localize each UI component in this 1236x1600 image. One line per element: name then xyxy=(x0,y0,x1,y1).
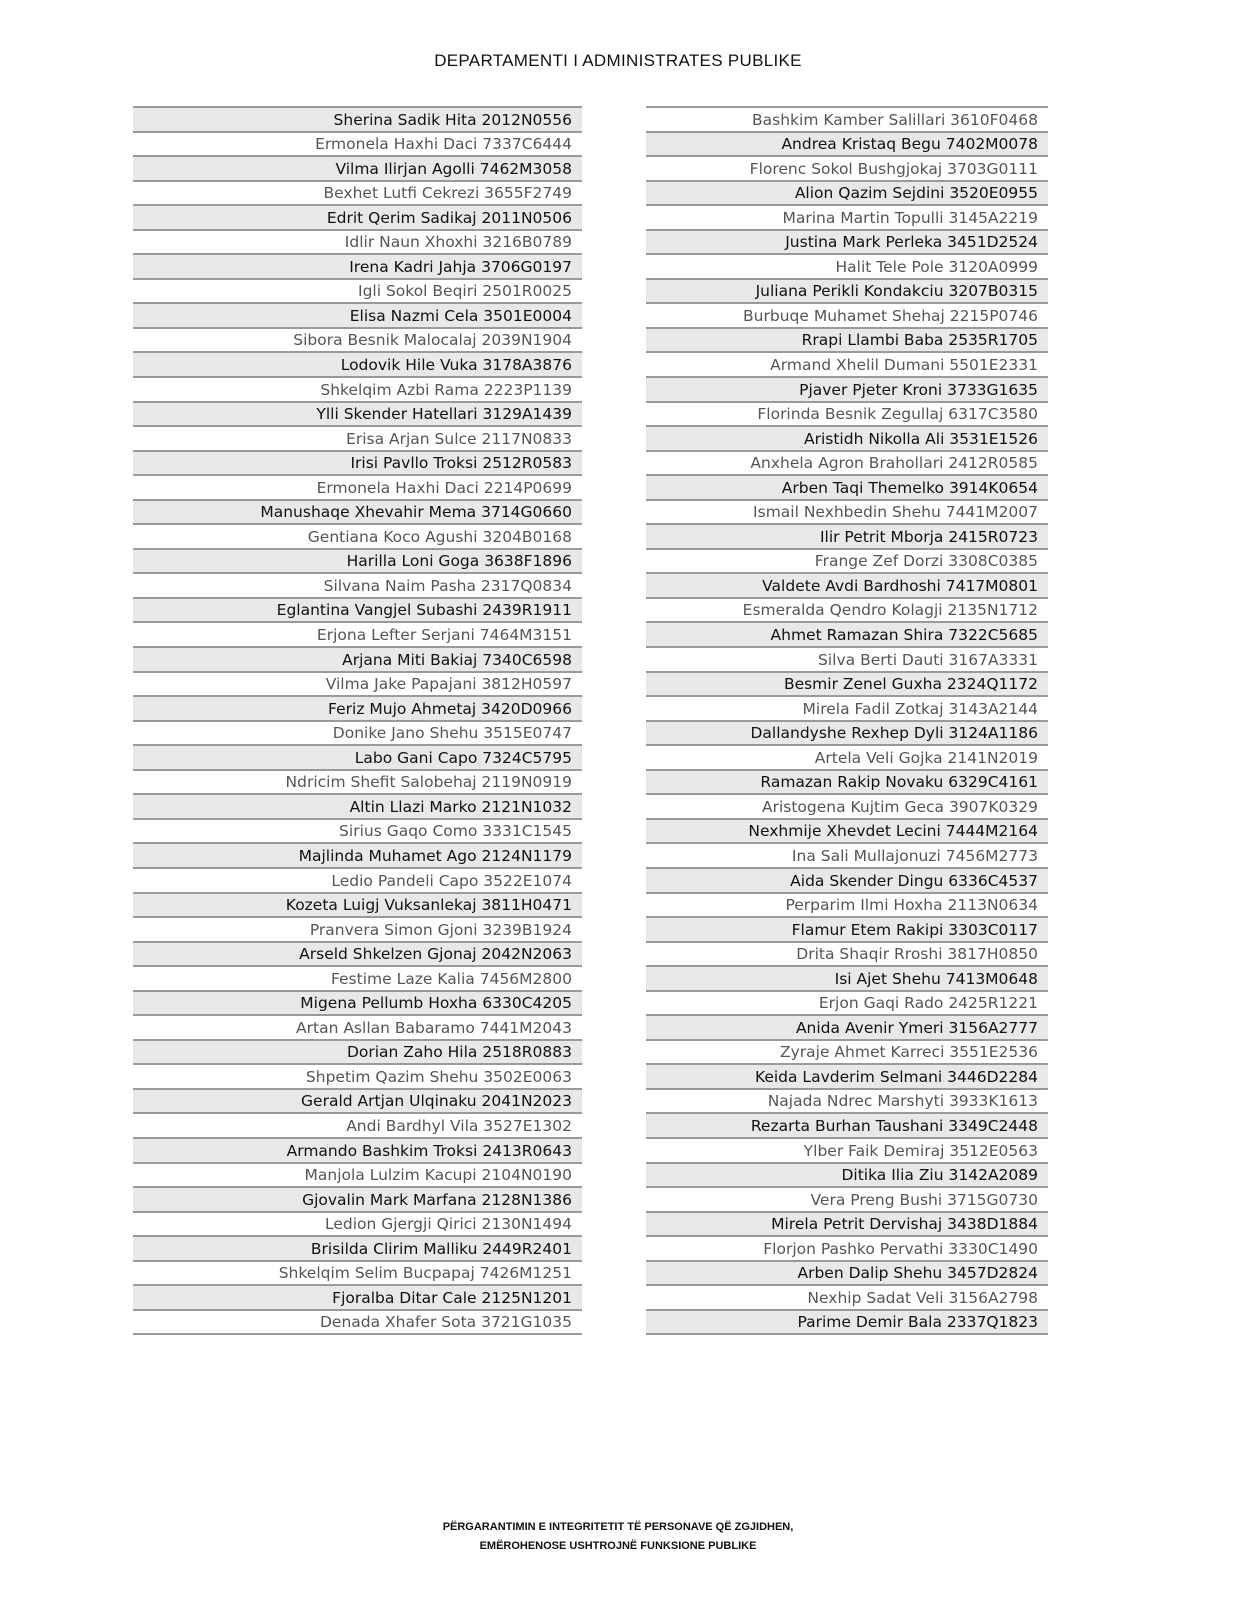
list-item: Igli Sokol Beqiri 2501R0025 xyxy=(133,280,582,305)
list-item: Parime Demir Bala 2337Q1823 xyxy=(646,1311,1048,1336)
list-item: Eglantina Vangjel Subashi 2439R1911 xyxy=(133,599,582,624)
list-item: Kozeta Luigj Vuksanlekaj 3811H0471 xyxy=(133,894,582,919)
list-item: Arben Dalip Shehu 3457D2824 xyxy=(646,1262,1048,1287)
list-item: Rrapi Llambi Baba 2535R1705 xyxy=(646,329,1048,354)
list-item: Silva Berti Dauti 3167A3331 xyxy=(646,648,1048,673)
footer-line-2: EMËROHENOSE USHTROJNË FUNKSIONE PUBLIKE xyxy=(479,1540,757,1552)
list-item: Keida Lavderim Selmani 3446D2284 xyxy=(646,1065,1048,1090)
list-item: Erisa Arjan Sulce 2117N0833 xyxy=(133,427,582,452)
list-item: Vilma Ilirjan Agolli 7462M3058 xyxy=(133,157,582,182)
list-item: Ina Sali Mullajonuzi 7456M2773 xyxy=(646,844,1048,869)
list-item: Florinda Besnik Zegullaj 6317C3580 xyxy=(646,403,1048,428)
list-item: Justina Mark Perleka 3451D2524 xyxy=(646,231,1048,256)
list-item: Shpetim Qazim Shehu 3502E0063 xyxy=(133,1065,582,1090)
list-item: Harilla Loni Goga 3638F1896 xyxy=(133,550,582,575)
list-item: Alion Qazim Sejdini 3520E0955 xyxy=(646,182,1048,207)
list-item: Frange Zef Dorzi 3308C0385 xyxy=(646,550,1048,575)
list-item: Burbuqe Muhamet Shehaj 2215P0746 xyxy=(646,304,1048,329)
list-item: Donike Jano Shehu 3515E0747 xyxy=(133,722,582,747)
list-item: Altin Llazi Marko 2121N1032 xyxy=(133,795,582,820)
list-item: Silvana Naim Pasha 2317Q0834 xyxy=(133,574,582,599)
left-name-list xyxy=(133,106,582,1335)
list-item: Feriz Mujo Ahmetaj 3420D0966 xyxy=(133,697,582,722)
list-item: Fjoralba Ditar Cale 2125N1201 xyxy=(133,1286,582,1311)
list-item: Ylli Skender Hatellari 3129A1439 xyxy=(133,403,582,428)
list-item: Manushaqe Xhevahir Mema 3714G0660 xyxy=(133,501,582,526)
list-item: Ditika Ilia Ziu 3142A2089 xyxy=(646,1164,1048,1189)
right-name-list xyxy=(646,106,1048,1335)
list-item: Aristidh Nikolla Ali 3531E1526 xyxy=(646,427,1048,452)
list-item: Drita Shaqir Rroshi 3817H0850 xyxy=(646,943,1048,968)
list-item: Idlir Naun Xhoxhi 3216B0789 xyxy=(133,231,582,256)
list-item: Ermonela Haxhi Daci 7337C6444 xyxy=(133,133,582,158)
list-item: Valdete Avdi Bardhoshi 7417M0801 xyxy=(646,574,1048,599)
list-item: Ramazan Rakip Novaku 6329C4161 xyxy=(646,771,1048,796)
list-item: Erjon Gaqi Rado 2425R1221 xyxy=(646,992,1048,1017)
list-item: Ahmet Ramazan Shira 7322C5685 xyxy=(646,623,1048,648)
list-item: Zyraje Ahmet Karreci 3551E2536 xyxy=(646,1041,1048,1066)
footer-line-1: PËRGARANTIMIN E INTEGRITETIT TË PERSONAVE QË ZGJIDHEN, xyxy=(442,1521,794,1533)
list-item: Mirela Fadil Zotkaj 3143A2144 xyxy=(646,697,1048,722)
list-item: Esmeralda Qendro Kolagji 2135N1712 xyxy=(646,599,1048,624)
list-item: Andi Bardhyl Vila 3527E1302 xyxy=(133,1114,582,1139)
page-title: DEPARTAMENTI I ADMINISTRATES PUBLIKE xyxy=(434,51,802,70)
list-item: Najada Ndrec Marshyti 3933K1613 xyxy=(646,1090,1048,1115)
list-item: Irena Kadri Jahja 3706G0197 xyxy=(133,255,582,280)
list-item: Aida Skender Dingu 6336C4537 xyxy=(646,869,1048,894)
list-item: Pjaver Pjeter Kroni 3733G1635 xyxy=(646,378,1048,403)
list-item: Isi Ajet Shehu 7413M0648 xyxy=(646,967,1048,992)
list-item: Ndricim Shefit Salobehaj 2119N0919 xyxy=(133,771,582,796)
list-item: Aristogena Kujtim Geca 3907K0329 xyxy=(646,795,1048,820)
list-item: Sirius Gaqo Como 3331C1545 xyxy=(133,820,582,845)
list-item: Dorian Zaho Hila 2518R0883 xyxy=(133,1041,582,1066)
list-item: Bexhet Lutfi Cekrezi 3655F2749 xyxy=(133,182,582,207)
list-item: Dallandyshe Rexhep Dyli 3124A1186 xyxy=(646,722,1048,747)
list-item: Lodovik Hile Vuka 3178A3876 xyxy=(133,353,582,378)
list-item: Gjovalin Mark Marfana 2128N1386 xyxy=(133,1188,582,1213)
list-item: Perparim Ilmi Hoxha 2113N0634 xyxy=(646,894,1048,919)
list-item: Migena Pellumb Hoxha 6330C4205 xyxy=(133,992,582,1017)
list-item: Sibora Besnik Malocalaj 2039N1904 xyxy=(133,329,582,354)
list-item: Bashkim Kamber Salillari 3610F0468 xyxy=(646,108,1048,133)
list-item: Ledio Pandeli Capo 3522E1074 xyxy=(133,869,582,894)
list-item: Shkelqim Selim Bucpapaj 7426M1251 xyxy=(133,1262,582,1287)
list-item: Denada Xhafer Sota 3721G1035 xyxy=(133,1311,582,1336)
list-item: Labo Gani Capo 7324C5795 xyxy=(133,746,582,771)
list-item: Rezarta Burhan Taushani 3349C2448 xyxy=(646,1114,1048,1139)
list-item: Anida Avenir Ymeri 3156A2777 xyxy=(646,1016,1048,1041)
list-item: Besmir Zenel Guxha 2324Q1172 xyxy=(646,673,1048,698)
list-item: Florjon Pashko Pervathi 3330C1490 xyxy=(646,1237,1048,1262)
list-item: Erjona Lefter Serjani 7464M3151 xyxy=(133,623,582,648)
list-item: Edrit Qerim Sadikaj 2011N0506 xyxy=(133,206,582,231)
list-item: Vera Preng Bushi 3715G0730 xyxy=(646,1188,1048,1213)
list-item: Gerald Artjan Ulqinaku 2041N2023 xyxy=(133,1090,582,1115)
list-item: Brisilda Clirim Malliku 2449R2401 xyxy=(133,1237,582,1262)
list-item: Sherina Sadik Hita 2012N0556 xyxy=(133,108,582,133)
list-item: Armand Xhelil Dumani 5501E2331 xyxy=(646,353,1048,378)
list-item: Manjola Lulzim Kacupi 2104N0190 xyxy=(133,1164,582,1189)
list-item: Andrea Kristaq Begu 7402M0078 xyxy=(646,133,1048,158)
list-item: Flamur Etem Rakipi 3303C0117 xyxy=(646,918,1048,943)
list-item: Anxhela Agron Brahollari 2412R0585 xyxy=(646,452,1048,477)
list-item: Halit Tele Pole 3120A0999 xyxy=(646,255,1048,280)
list-item: Artela Veli Gojka 2141N2019 xyxy=(646,746,1048,771)
list-item: Mirela Petrit Dervishaj 3438D1884 xyxy=(646,1213,1048,1238)
list-item: Arben Taqi Themelko 3914K0654 xyxy=(646,476,1048,501)
list-item: Nexhmije Xhevdet Lecini 7444M2164 xyxy=(646,820,1048,845)
list-item: Pranvera Simon Gjoni 3239B1924 xyxy=(133,918,582,943)
list-item: Vilma Jake Papajani 3812H0597 xyxy=(133,673,582,698)
list-item: Ilir Petrit Mborja 2415R0723 xyxy=(646,525,1048,550)
list-item: Elisa Nazmi Cela 3501E0004 xyxy=(133,304,582,329)
page-footer xyxy=(0,1518,1236,1556)
list-item: Florenc Sokol Bushgjokaj 3703G0111 xyxy=(646,157,1048,182)
list-item: Armando Bashkim Troksi 2413R0643 xyxy=(133,1139,582,1164)
list-item: Ledion Gjergji Qirici 2130N1494 xyxy=(133,1213,582,1238)
list-item: Festime Laze Kalia 7456M2800 xyxy=(133,967,582,992)
list-item: Arjana Miti Bakiaj 7340C6598 xyxy=(133,648,582,673)
list-item: Gentiana Koco Agushi 3204B0168 xyxy=(133,525,582,550)
list-item: Ismail Nexhbedin Shehu 7441M2007 xyxy=(646,501,1048,526)
list-item: Ermonela Haxhi Daci 2214P0699 xyxy=(133,476,582,501)
list-item: Ylber Faik Demiraj 3512E0563 xyxy=(646,1139,1048,1164)
list-item: Nexhip Sadat Veli 3156A2798 xyxy=(646,1286,1048,1311)
list-item: Marina Martin Topulli 3145A2219 xyxy=(646,206,1048,231)
list-item: Juliana Perikli Kondakciu 3207B0315 xyxy=(646,280,1048,305)
list-item: Shkelqim Azbi Rama 2223P1139 xyxy=(133,378,582,403)
list-item: Arseld Shkelzen Gjonaj 2042N2063 xyxy=(133,943,582,968)
list-item: Majlinda Muhamet Ago 2124N1179 xyxy=(133,844,582,869)
list-item: Irisi Pavllo Troksi 2512R0583 xyxy=(133,452,582,477)
list-item: Artan Asllan Babaramo 7441M2043 xyxy=(133,1016,582,1041)
